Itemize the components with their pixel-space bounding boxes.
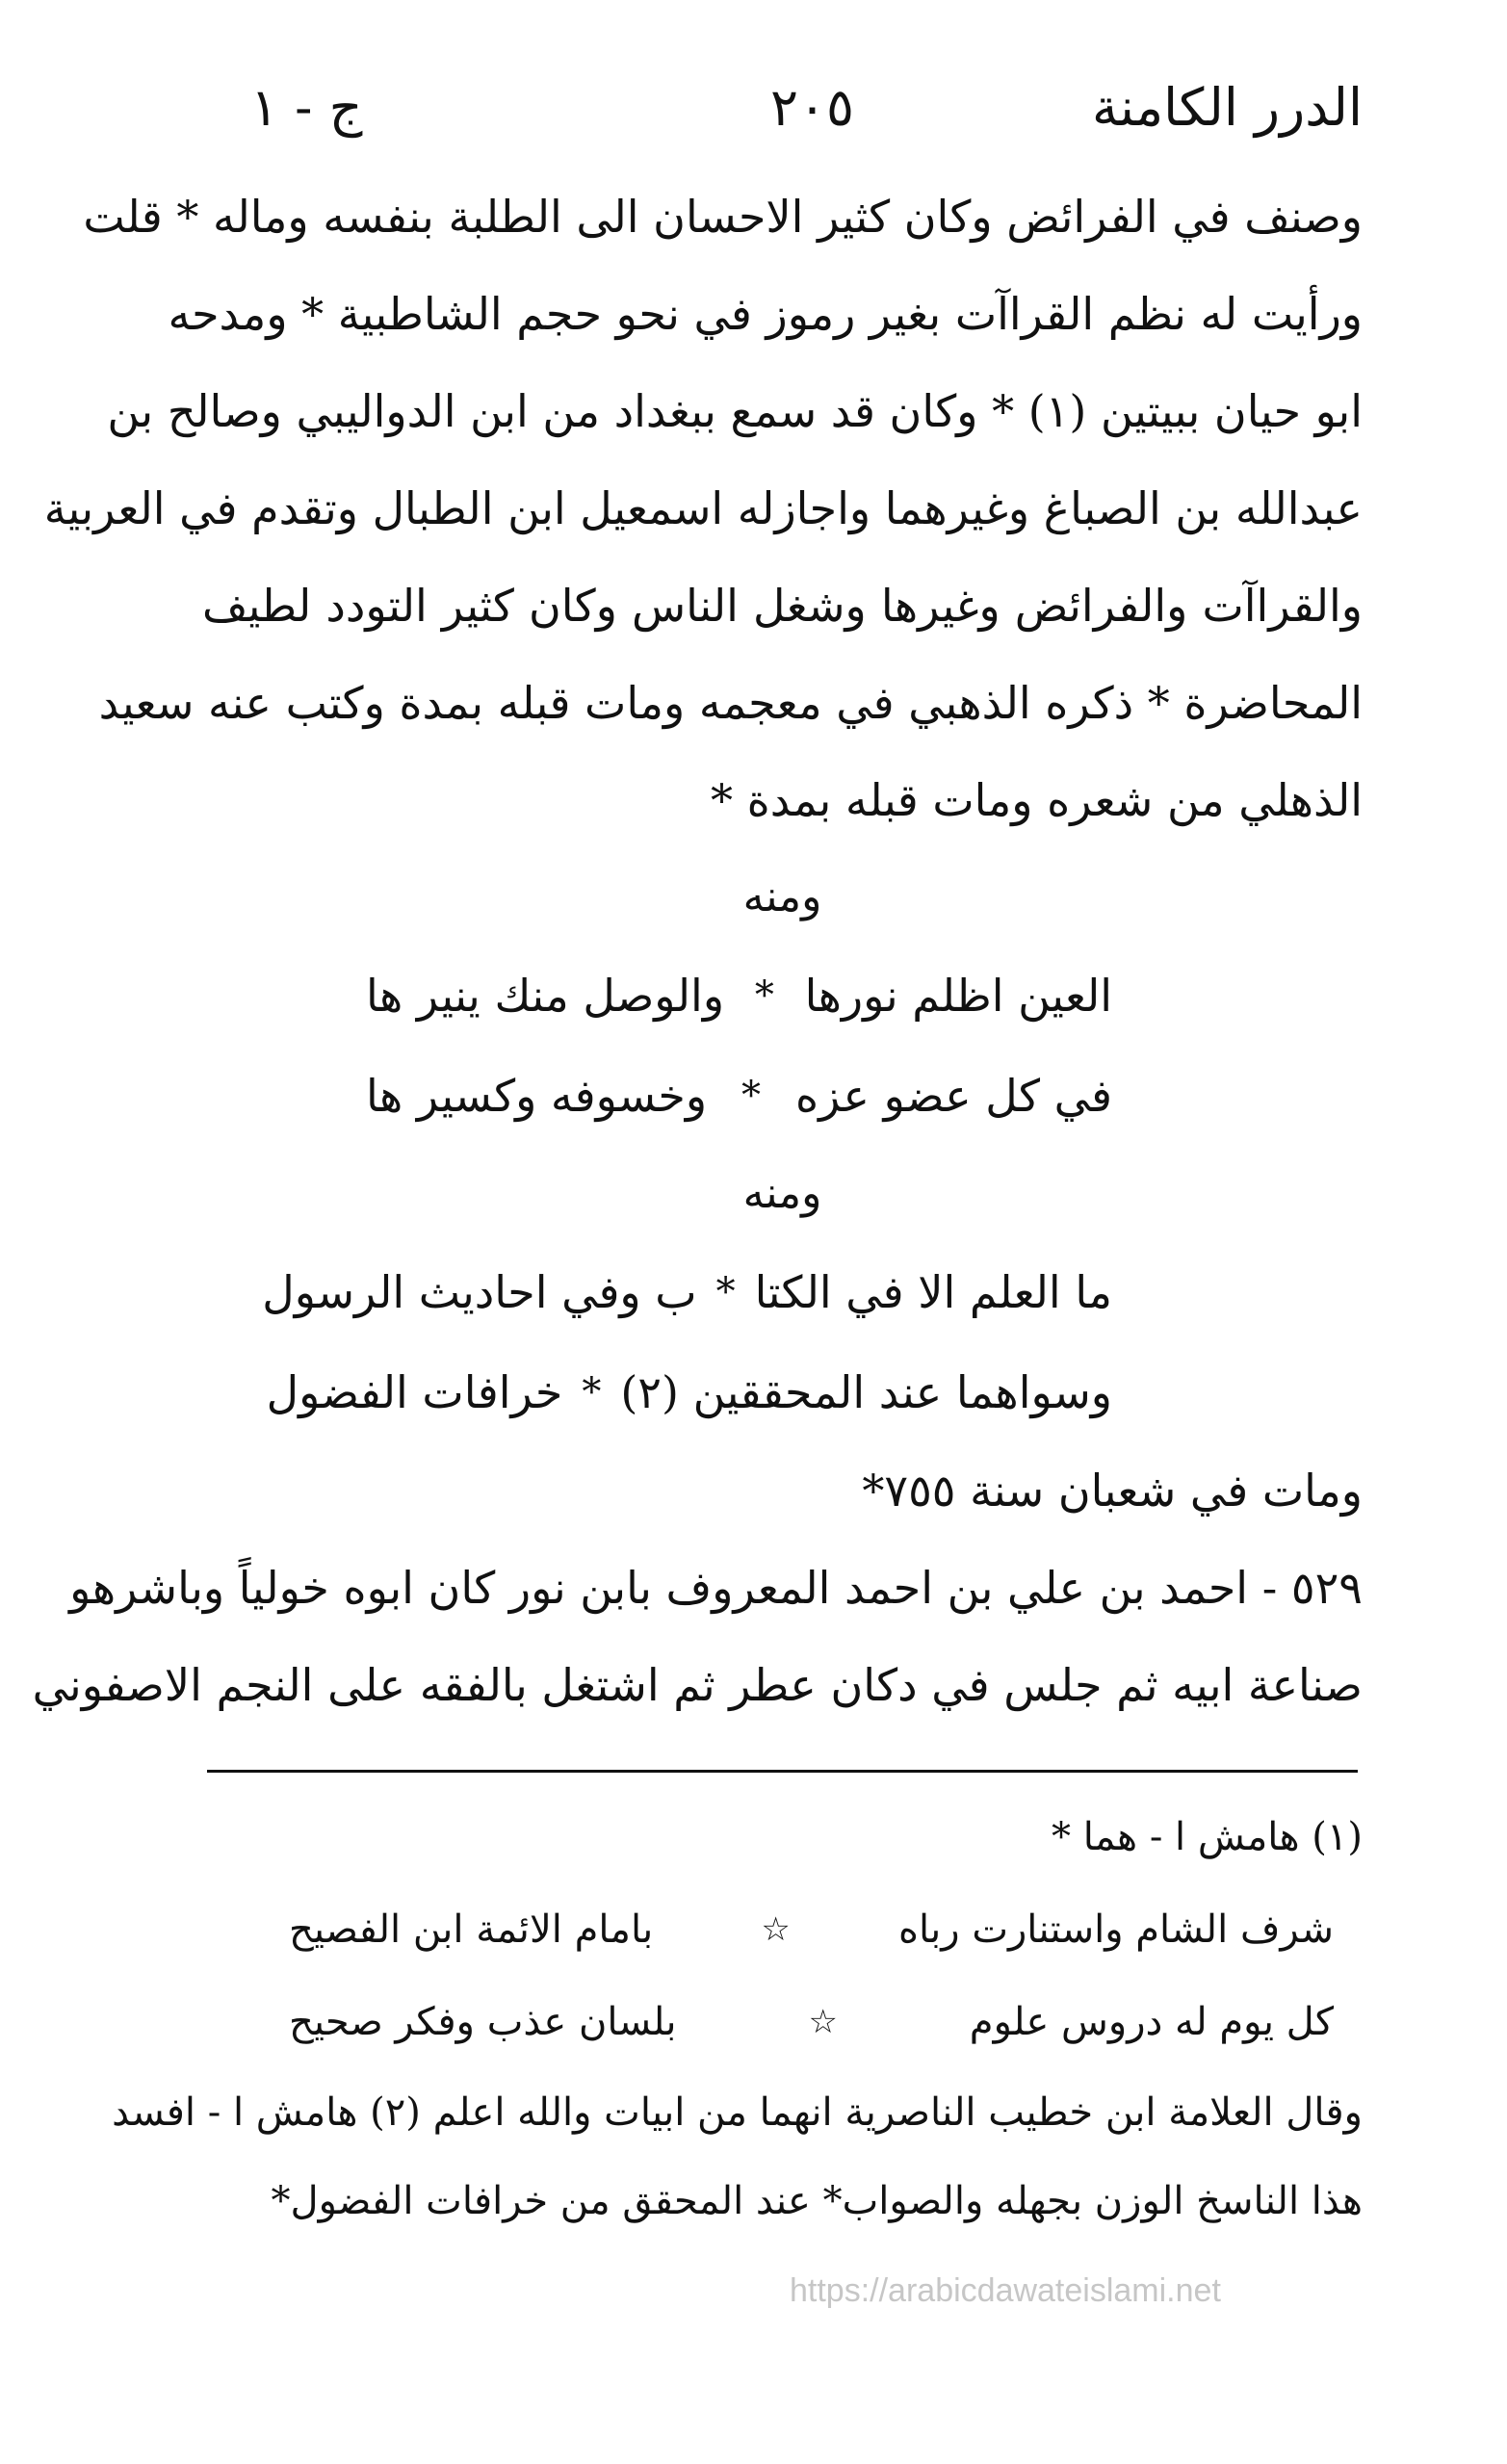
poem-label: ومنه xyxy=(742,872,822,921)
verse-separator: * xyxy=(582,1370,602,1414)
footnote-verse xyxy=(193,1883,1363,1976)
poem-verse xyxy=(202,946,1363,1046)
text-line: المحاضرة * ذكره الذهبي في معجمه ومات قبله بمدة وكتب عنه سعيد xyxy=(98,677,1363,729)
verse-hemistich: ما العلم الا في الكتا xyxy=(754,1266,1112,1318)
star-icon: ☆ xyxy=(761,1910,791,1949)
footnote-line: وقال العلامة ابن خطيب الناصرية انهما من ابيات والله اعلم (٢) هامش ا - افسد xyxy=(112,2090,1363,2135)
main-text xyxy=(32,169,1363,1734)
page-number: ٢٠٥ xyxy=(770,77,855,138)
poem-label: ومنه xyxy=(742,1169,822,1218)
verse-hemistich: خرافات الفضول xyxy=(266,1366,563,1418)
entry-line: صناعة ابيه ثم جلس في دكان عطر ثم اشتغل بالفقه على النجم الاصفوني xyxy=(32,1659,1363,1711)
volume-number: ج - ١ xyxy=(250,77,363,138)
verse-hemistich: ب وفي احاديث الرسول xyxy=(262,1266,697,1318)
death-date-line: ومات في شعبان سنة ٧٥٥* xyxy=(862,1465,1363,1517)
running-title: الدرر الكامنة xyxy=(1091,77,1363,138)
footnote-divider xyxy=(207,1770,1358,1773)
verse-separator: * xyxy=(754,973,774,1018)
footnote-line: هذا الناسخ الوزن بجهله والصواب* عند المحقق من خرافات الفضول* xyxy=(271,2179,1363,2223)
verse-hemistich: شرف الشام واستنارت رباه xyxy=(898,1907,1334,1952)
footnote-label: (١) هامش ا - هما * xyxy=(1051,1815,1363,1859)
entry-line: ٥٢٩ - احمد بن علي بن احمد المعروف بابن نور كان ابوه خولياً وباشرهو xyxy=(69,1562,1363,1614)
text-line: وصنف في الفرائض وكان كثير الاحسان الى الطلبة بنفسه وماله * قلت xyxy=(83,191,1363,243)
page-header xyxy=(250,77,1363,173)
verse-hemistich: والوصل منك ينير ها xyxy=(366,970,725,1022)
text-line: عبدالله بن الصباغ وغيرهما واجازله اسمعيل ابن الطبال وتقدم في العربية xyxy=(43,482,1363,534)
footnotes xyxy=(112,1791,1363,2245)
watermark-url: https://arabicdawateislami.net xyxy=(790,2272,1221,2309)
text-line: الذهلي من شعره ومات قبله بمدة * xyxy=(711,774,1363,826)
poem-verse xyxy=(202,1242,1363,1342)
verse-hemistich: بامام الائمة ابن الفصيح xyxy=(289,1907,654,1952)
verse-hemistich: وسواهما عند المحققين (٢) xyxy=(620,1366,1112,1418)
verse-hemistich: في كل عضو عزه xyxy=(795,1070,1112,1122)
verse-hemistich: كل يوم له دروس علوم xyxy=(969,2000,1334,2044)
text-line: ابو حيان ببيتين (١) * وكان قد سمع ببغداد من ابن الدواليبي وصالح بن xyxy=(107,385,1363,437)
verse-hemistich: بلسان عذب وفكر صحيح xyxy=(289,2000,677,2044)
poem-verse xyxy=(202,1342,1363,1442)
verse-separator: * xyxy=(741,1074,762,1118)
verse-hemistich: العين اظلم نورها xyxy=(804,970,1112,1022)
text-line: والقراآت والفرائض وغيرها وشغل الناس وكان كثير التودد لطيف xyxy=(202,580,1363,632)
verse-hemistich: وخسوفه وكسير ها xyxy=(366,1070,708,1122)
text-line: ورأيت له نظم القراآت بغير رموز في نحو حجم الشاطبية * ومدحه xyxy=(168,288,1363,340)
footnote-verse xyxy=(193,1976,1363,2068)
star-icon: ☆ xyxy=(808,2003,838,2041)
poem-verse xyxy=(202,1046,1363,1146)
verse-separator: * xyxy=(715,1270,736,1314)
